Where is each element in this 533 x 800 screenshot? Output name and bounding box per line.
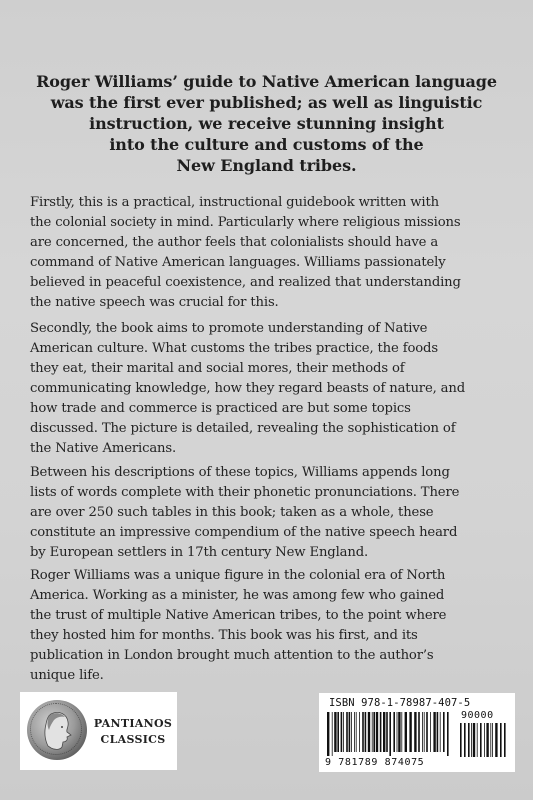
paragraph-line: American culture. What customs the tribes practice, the foods <box>30 341 438 356</box>
barcode-bar <box>418 712 420 752</box>
barcode-bar <box>337 712 339 752</box>
paragraph-line: communicating knowledge, how they regard beasts of nature, and <box>30 381 466 396</box>
paragraph-line: are concerned, the author feels that colonialists should have a <box>30 235 439 250</box>
barcode-bar <box>359 712 360 752</box>
barcode-bar <box>426 712 428 752</box>
portrait-profile <box>27 700 87 760</box>
paragraph-line: discussed. The picture is detailed, revealing the sophistication of <box>30 421 456 436</box>
barcode-bar <box>484 723 485 757</box>
barcode-bar <box>373 712 375 752</box>
barcode-bar <box>504 723 506 757</box>
blurb <box>24 71 509 176</box>
publisher-name-line1: PANTIANOS <box>93 717 173 730</box>
description-paragraph <box>30 319 514 459</box>
paragraph-line: Firstly, this is a practical, instructional guidebook written with <box>30 195 439 210</box>
barcode-bar <box>332 712 333 756</box>
barcode-bar <box>372 712 373 752</box>
barcode-bar <box>424 712 425 752</box>
barcode-bar <box>477 723 478 757</box>
barcode-bar <box>398 712 400 752</box>
paragraph-line: unique life. <box>30 668 104 683</box>
barcode-bar <box>464 723 466 757</box>
barcode-bar <box>490 723 491 757</box>
addon-bars <box>460 723 510 761</box>
coin-portrait-icon <box>27 700 87 760</box>
barcode-bar <box>405 712 407 752</box>
paragraph-line: are over 250 such tables in this book; taken as a whole, these <box>30 505 434 520</box>
blurb-line: into the culture and customs of the <box>109 135 424 154</box>
barcode-bar <box>354 712 355 752</box>
barcode-bar <box>362 712 364 752</box>
barcode-bar <box>440 712 441 752</box>
paragraph-line: the trust of multiple Native American tribes, to the point where <box>30 608 447 623</box>
barcode-bar <box>409 712 411 752</box>
publisher-name-line2: CLASSICS <box>100 733 166 746</box>
barcode-bar <box>349 712 351 752</box>
barcode-bar <box>343 712 344 752</box>
barcode-bar <box>397 712 398 752</box>
barcode-bar <box>486 723 488 757</box>
paragraph-line: the colonial society in mind. Particularly where religious missions <box>30 215 461 230</box>
blurb-line: Roger Williams’ guide to Native American language <box>36 72 497 91</box>
barcode-bar <box>334 712 336 752</box>
barcode-bar <box>422 712 423 752</box>
barcode-bar <box>492 723 493 757</box>
ean-digits: 9 781789 874075 <box>325 757 425 768</box>
publisher-logo <box>20 692 177 770</box>
ean-bars <box>327 712 451 756</box>
barcode-bar <box>433 712 435 752</box>
barcode-bar <box>356 712 357 752</box>
barcode-bar <box>480 723 482 757</box>
barcode-bar <box>383 712 385 752</box>
barcode-bar <box>460 723 462 757</box>
paragraph-line: the native speech was crucial for this. <box>30 295 279 310</box>
barcode-bar <box>447 712 449 756</box>
barcode-bar <box>351 712 352 752</box>
description-paragraph <box>30 463 514 563</box>
barcode-bar <box>346 712 348 752</box>
barcode-bar <box>341 712 343 752</box>
paragraph-line: they hosted him for months. This book was his first, and its <box>30 628 418 643</box>
addon-digits: 90000 <box>461 710 494 721</box>
isbn-barcode <box>319 693 515 772</box>
barcode-bar <box>376 712 378 752</box>
blurb-line: was the first ever published; as well as linguistic <box>50 93 483 112</box>
paragraph-line: lists of words complete with their phonetic pronunciations. There <box>30 485 460 500</box>
barcode-bar <box>327 712 329 756</box>
isbn-label: ISBN 978-1-78987-407-5 <box>329 697 471 709</box>
barcode-bar <box>473 723 475 757</box>
barcode-bar <box>401 712 402 752</box>
barcode-bar <box>389 712 391 756</box>
barcode-bar <box>386 712 388 752</box>
paragraph-line: publication in London brought much attention to the author’s <box>30 648 434 663</box>
paragraph-line: they eat, their marital and social mores, their methods of <box>30 361 405 376</box>
paragraph-line: by European settlers in 17th century New England. <box>30 545 369 560</box>
barcode-bar <box>500 723 502 757</box>
barcode-bar <box>495 723 497 757</box>
barcode-bar <box>393 712 395 752</box>
blurb-line: instruction, we receive stunning insight <box>89 114 444 133</box>
paragraph-line: constitute an impressive compendium of the native speech heard <box>30 525 458 540</box>
paragraph-line: command of Native American languages. Williams passionately <box>30 255 446 270</box>
paragraph-line: America. Working as a minister, he was among few who gained <box>30 588 445 603</box>
paragraph-line: Secondly, the book aims to promote understanding of Native <box>30 321 428 336</box>
barcode-bar <box>443 712 445 752</box>
barcode-bar <box>380 712 382 752</box>
barcode-bar <box>414 712 416 752</box>
barcode-bar <box>437 712 439 752</box>
barcode-bar <box>471 723 472 757</box>
paragraph-line: Between his descriptions of these topics, Williams appends long <box>30 465 450 480</box>
paragraph-line: Roger Williams was a unique figure in the colonial era of North <box>30 568 446 583</box>
paragraph-line: the Native Americans. <box>30 441 177 456</box>
description-paragraph <box>30 566 514 686</box>
paragraph-line: believed in peaceful coexistence, and realized that understanding <box>30 275 461 290</box>
blurb-line: New England tribes. <box>176 156 357 175</box>
barcode-bar <box>468 723 470 757</box>
description-paragraph <box>30 193 514 313</box>
barcode-bar <box>430 712 431 752</box>
barcode-bar <box>365 712 367 752</box>
paragraph-line: how trade and commerce is practiced are but some topics <box>30 401 411 416</box>
barcode-bar <box>368 712 370 752</box>
